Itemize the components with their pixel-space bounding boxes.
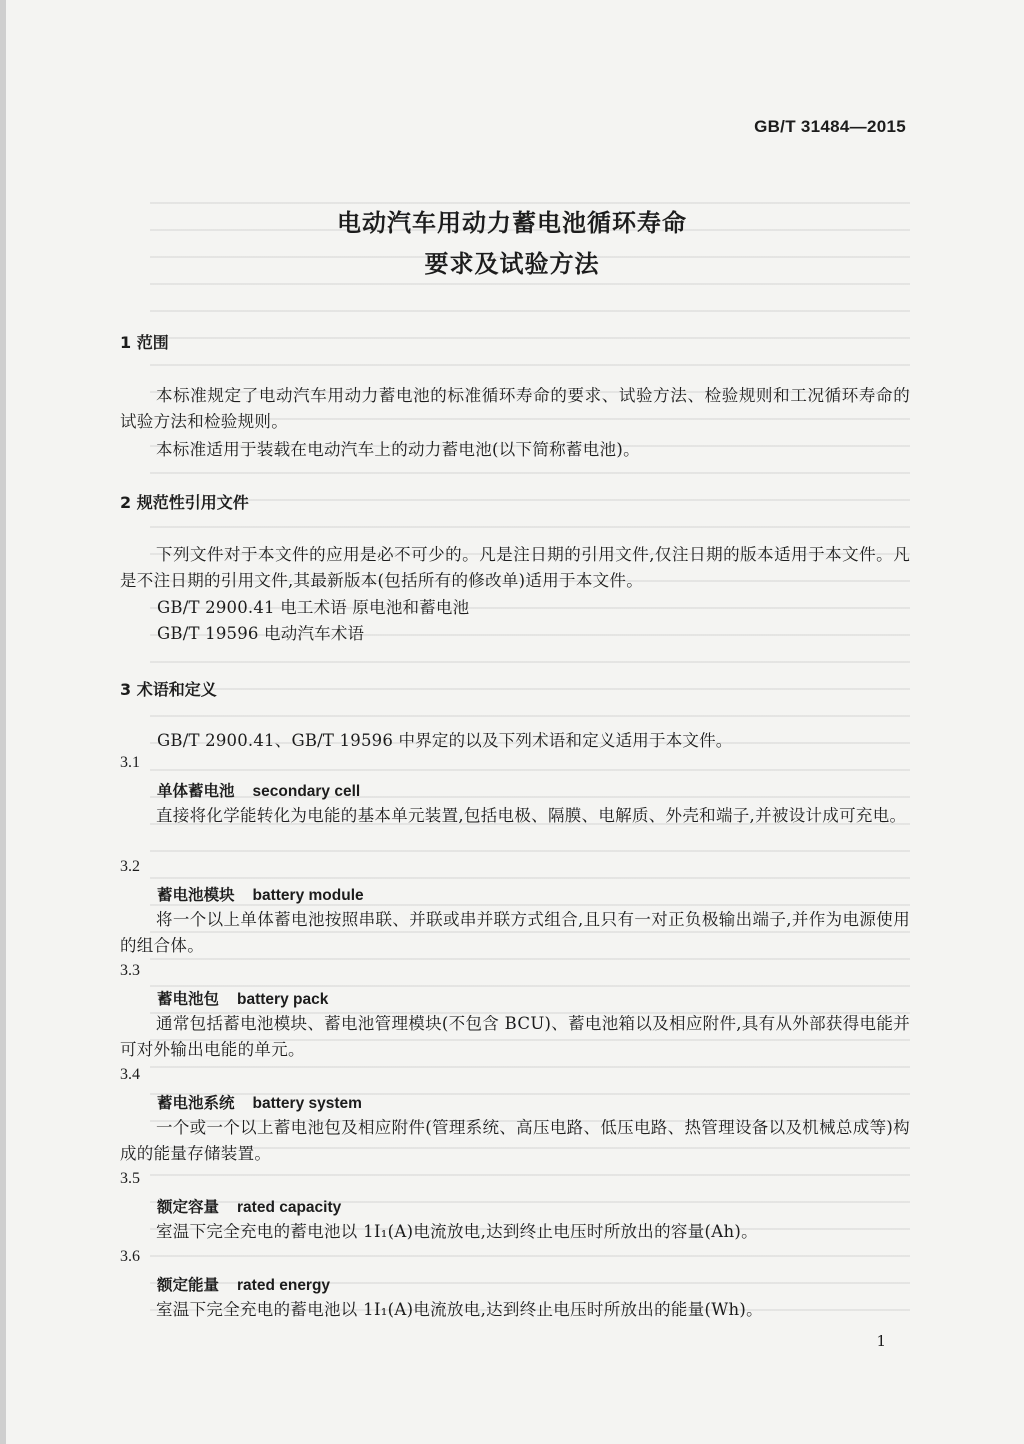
normative-reference-2: GB/T 19596 电动汽车术语	[157, 624, 365, 643]
term-en: rated energy	[237, 1277, 331, 1294]
term-en: battery system	[252, 1095, 362, 1112]
term-zh: 额定容量	[157, 1198, 220, 1216]
term-zh: 额定能量	[157, 1276, 220, 1294]
term-definition: 室温下完全充电的蓄电池以 1I₁(A)电流放电,达到终止电压时所放出的能量(Wh)。	[156, 1300, 763, 1319]
term-heading	[157, 1195, 341, 1217]
document-title-line2: 要求及试验方法	[424, 250, 600, 278]
term-number: 3.2	[120, 858, 140, 875]
term-heading	[157, 1091, 362, 1113]
term-en: battery module	[252, 887, 364, 904]
section-2-heading: 2 规范性引用文件	[120, 493, 249, 512]
section-3-heading: 3 术语和定义	[120, 680, 217, 699]
term-heading	[157, 1273, 330, 1295]
term-heading	[157, 779, 360, 801]
section-2-paragraph-1: 下列文件对于本文件的应用是必不可少的。凡是注日期的引用文件,仅注日期的版本适用于本文件。凡是不注日期的引用文件,其最新版本(包括所有的修改单)适用于本文件。	[120, 545, 910, 590]
term-zh: 蓄电池包	[157, 990, 220, 1008]
term-number: 3.6	[120, 1248, 140, 1265]
term-en: secondary cell	[252, 783, 361, 800]
term-heading	[157, 883, 364, 905]
document-title-line1: 电动汽车用动力蓄电池循环寿命	[337, 209, 687, 237]
term-definition: 通常包括蓄电池模块、蓄电池管理模块(不包含 BCU)、蓄电池箱以及相应附件,具有从外部获得电能并可对外输出电能的单元。	[120, 1014, 910, 1059]
page-number: 1	[876, 1332, 886, 1350]
standard-number: GB/T 31484—2015	[754, 117, 906, 136]
term-definition: 直接将化学能转化为电能的基本单元装置,包括电极、隔膜、电解质、外壳和端子,并被设计成可充电。	[156, 806, 907, 825]
term-definition: 室温下完全充电的蓄电池以 1I₁(A)电流放电,达到终止电压时所放出的容量(Ah)。	[156, 1222, 758, 1241]
section-3-intro: GB/T 2900.41、GB/T 19596 中界定的以及下列术语和定义适用于本文件。	[157, 731, 733, 750]
normative-reference-1: GB/T 2900.41 电工术语 原电池和蓄电池	[157, 598, 470, 617]
term-en: rated capacity	[237, 1199, 342, 1216]
term-heading	[157, 987, 328, 1009]
section-1-paragraph-1: 本标准规定了电动汽车用动力蓄电池的标准循环寿命的要求、试验方法、检验规则和工况循环寿命的试验方法和检验规则。	[120, 386, 910, 431]
term-number: 3.5	[120, 1170, 140, 1187]
section-1-heading: 1 范围	[120, 333, 169, 352]
term-definition: 将一个以上单体蓄电池按照串联、并联或串并联方式组合,且只有一对正负极输出端子,并作为电源使用的组合体。	[120, 910, 910, 955]
term-number: 3.3	[120, 962, 140, 979]
term-zh: 蓄电池系统	[157, 1094, 235, 1112]
term-number: 3.4	[120, 1066, 140, 1083]
section-1-paragraph-2: 本标准适用于装载在电动汽车上的动力蓄电池(以下简称蓄电池)。	[156, 440, 640, 459]
term-en: battery pack	[237, 991, 329, 1008]
term-zh: 单体蓄电池	[157, 782, 235, 800]
term-number: 3.1	[120, 754, 140, 771]
term-zh: 蓄电池模块	[157, 886, 235, 904]
term-definition: 一个或一个以上蓄电池包及相应附件(管理系统、高压电路、低压电路、热管理设备以及机械总成等)构成的能量存储装置。	[120, 1118, 910, 1163]
